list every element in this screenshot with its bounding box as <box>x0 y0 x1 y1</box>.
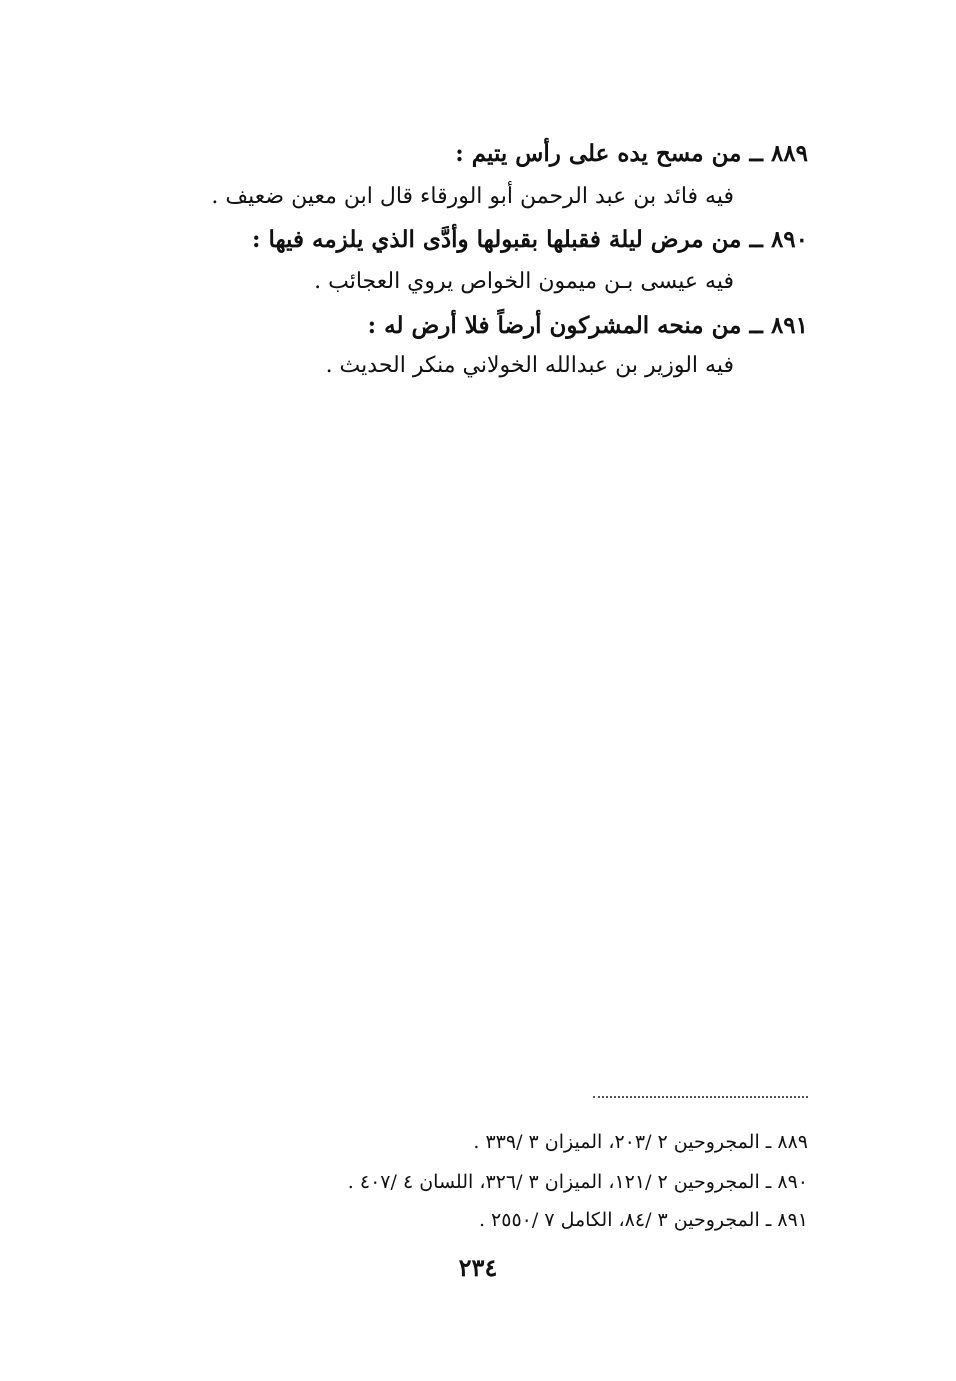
footnote-891: ٨٩١ ـ المجروحين ٣ /٨٤، الكامل ٧ /٢٥٥٠ . <box>478 1209 808 1231</box>
entry-heading-890: ٨٩٠ ــ من مرض ليلة فقبلها بقبولها وأدَّى الذي يلزمه فيها : <box>251 226 808 253</box>
entry-heading-891: ٨٩١ ــ من منحه المشركون أرضاً فلا أرض له : <box>367 312 808 339</box>
footnote-separator <box>593 1096 808 1098</box>
footnote-890: ٨٩٠ ـ المجروحين ٢ /١٢١، الميزان ٣ /٣٢٦، اللسان ٤ /٤٠٧ . <box>347 1171 808 1193</box>
page-number: ٢٣٤ <box>458 1253 498 1282</box>
entry-body-890: فيه عيسى بـن ميمون الخواص يروي العجائب . <box>314 269 734 294</box>
footnote-889: ٨٨٩ ـ المجروحين ٢ /٢٠٣، الميزان ٣ /٣٣٩ . <box>473 1131 808 1153</box>
entry-body-891: فيه الوزير بن عبدالله الخولاني منكر الحديث . <box>325 353 734 378</box>
entry-heading-889: ٨٨٩ ــ من مسح يده على رأس يتيم : <box>455 140 808 167</box>
entry-body-889: فيه فائد بن عبد الرحمن أبو الورقاء قال ابن معين ضعيف . <box>211 184 734 209</box>
